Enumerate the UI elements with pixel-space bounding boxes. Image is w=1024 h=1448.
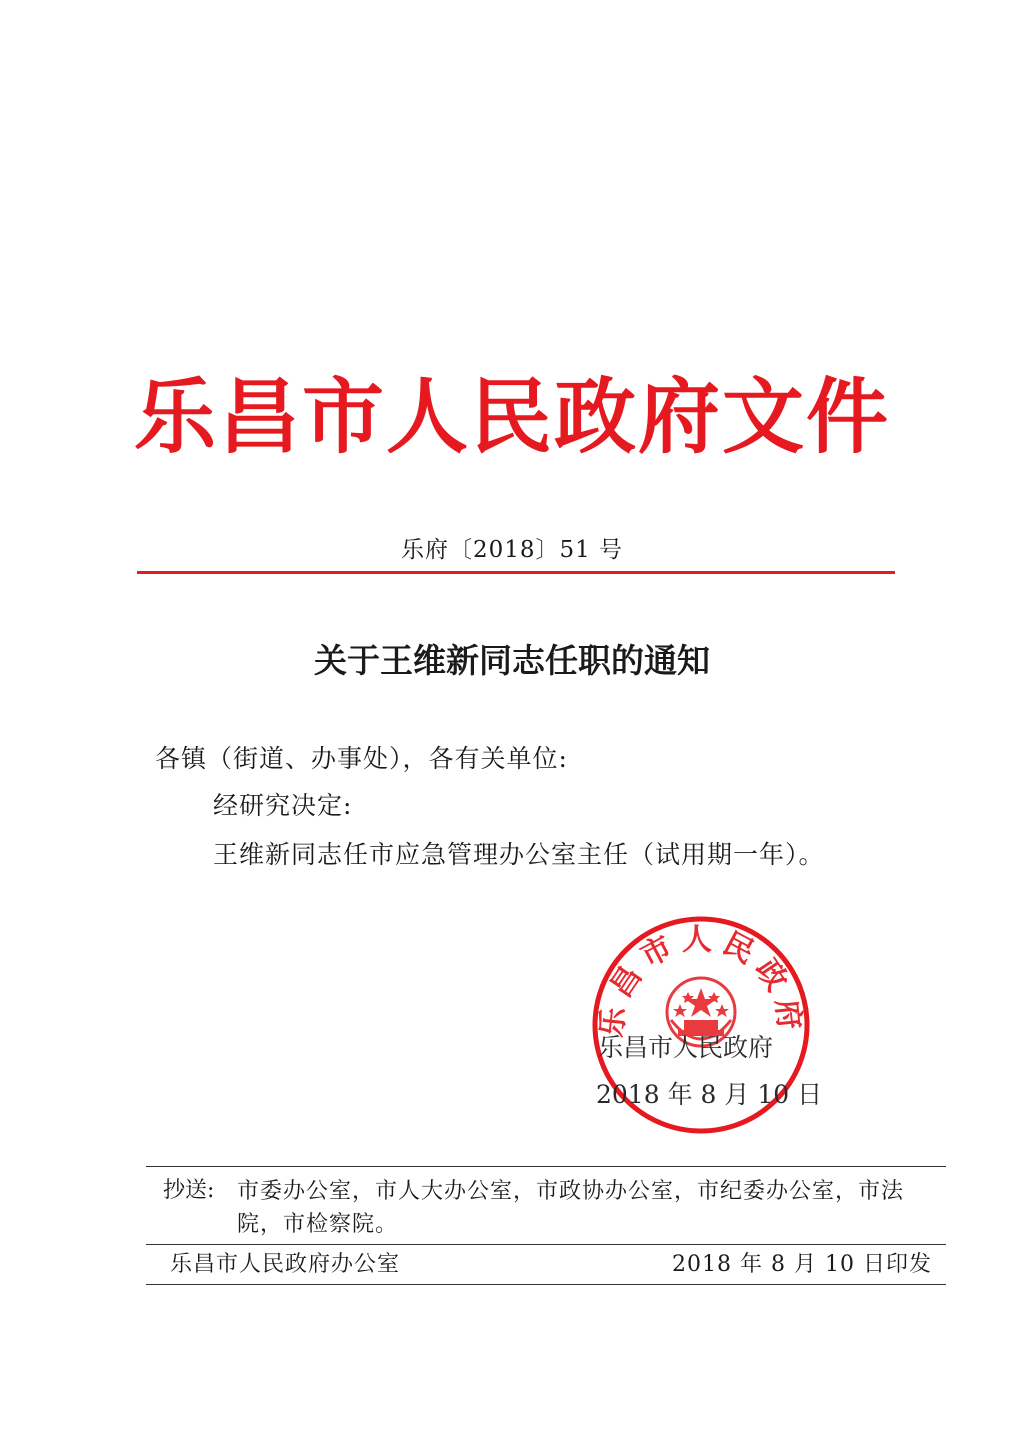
document-number: 乐府〔2018〕51 号 (400, 537, 624, 563)
addressee-line: 各镇（街道、办事处），各有关单位: (155, 744, 568, 773)
signing-organization: 乐昌市人民政府 (598, 1033, 774, 1062)
appointment-text: 王维新同志任市应急管理办公室主任（试用期一年）。 (213, 840, 825, 869)
cc-recipients: 市委办公室，市人大办公室，市政协办公室，市纪委办公室，市法院，市检察院。 (237, 1179, 905, 1237)
notice-title: 关于王维新同志任职的通知 (314, 641, 710, 680)
footer-rule-bottom (146, 1284, 946, 1285)
signing-date: 2018 年 8 月 10 日 (596, 1080, 823, 1109)
footer-rule-middle (146, 1244, 946, 1245)
svg-text:乐昌市人民政府: 乐昌市人民政府 (594, 922, 808, 1040)
issuing-office: 乐昌市人民政府办公室 (170, 1252, 401, 1277)
issuer-title: 乐昌市人民政府文件 (133, 370, 890, 465)
cc-label: 抄送: (163, 1178, 215, 1203)
red-divider (137, 571, 895, 574)
decision-intro: 经研究决定: (213, 791, 353, 820)
footer-rule-top (146, 1166, 946, 1167)
issue-date: 2018 年 8 月 10 日印发 (672, 1252, 932, 1277)
